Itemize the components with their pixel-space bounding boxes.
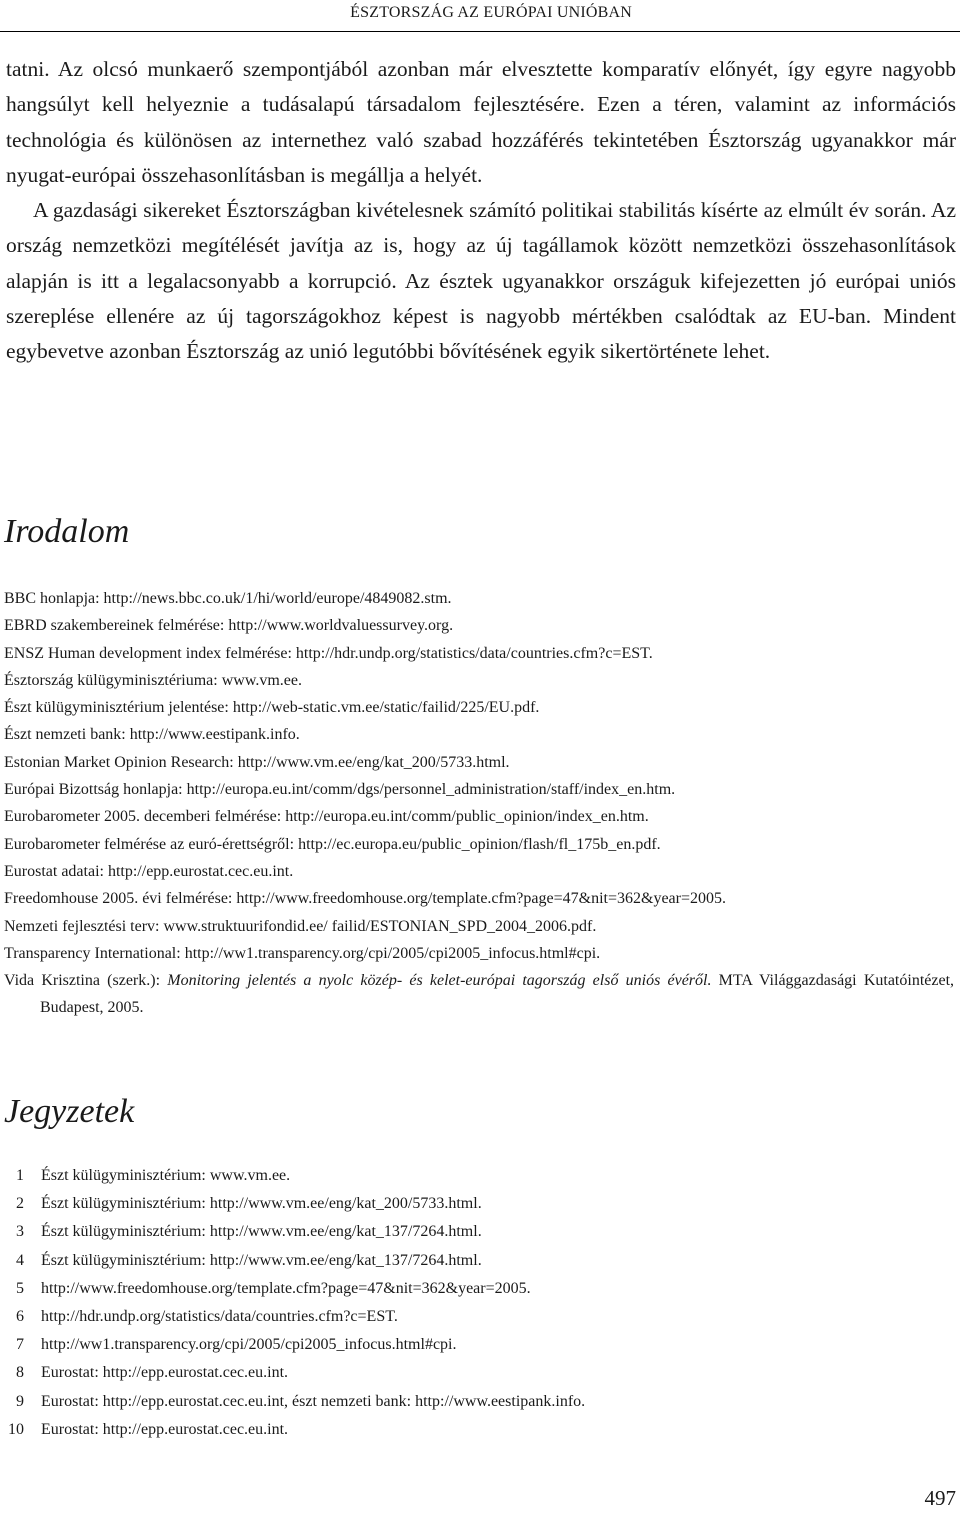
note-number: 4: [16, 1251, 24, 1269]
note-item: [0, 1190, 950, 1218]
reference-item: BBC honlapja: http://news.bbc.co.uk/1/hi/world/europe/4849082.stm.: [4, 590, 452, 607]
note-item: [0, 1275, 950, 1303]
note-item: [0, 1388, 950, 1416]
references-heading: Irodalom: [4, 513, 130, 550]
reference-title: Monitoring jelentés a nyolc közép- és kelet-európai tagország első uniós évéről.: [167, 972, 712, 990]
reference-item: Estonian Market Opinion Research: http://www.vm.ee/eng/kat_200/5733.html.: [4, 753, 510, 771]
reference-author: Vida Krisztina (szerk.):: [4, 972, 168, 990]
note-number: 6: [16, 1308, 24, 1326]
running-title: ÉSZTORSZÁG AZ EURÓPAI UNIÓBAN: [350, 4, 632, 21]
note-number: 1: [16, 1167, 24, 1184]
note-text: Észt külügyminisztérium: http://www.vm.ee/eng/kat_200/5733.html.: [41, 1195, 482, 1213]
note-item: [0, 1359, 950, 1387]
reference-item: Freedomhouse 2005. évi felmérése: http://www.freedomhouse.org/template.cfm?page=47&nit=362&year=2005.: [4, 890, 726, 908]
note-item: [0, 1416, 950, 1444]
reference-publisher: MTA Világgazdasági Kutatóintézet, Budapest, 2005.: [40, 972, 955, 1017]
note-item: [0, 1218, 950, 1246]
note-item: [0, 1162, 950, 1190]
note-text: http://hdr.undp.org/statistics/data/countries.cfm?c=EST.: [41, 1308, 398, 1326]
notes-heading: Jegyzetek: [4, 1093, 135, 1130]
note-number: 7: [16, 1336, 24, 1354]
note-text: Eurostat: http://epp.eurostat.cec.eu.int, észt nemzeti bank: http://www.eestipank.info.: [41, 1392, 586, 1410]
page-number: 497: [924, 1486, 956, 1510]
note-number: 2: [16, 1195, 24, 1213]
note-number: 10: [8, 1420, 24, 1438]
note-text: http://ww1.transparency.org/cpi/2005/cpi2005_infocus.html#cpi.: [41, 1336, 457, 1354]
body-paragraph: tatni. Az olcsó munkaerő szempontjából azonban már elvesztette komparatív előnyét, így egyre nagyobb hangsúlyt kell helyeznie a tudásalapú társadalom fejlesztésére. Ezen a téren, valamint az információs technológia és különösen az internethez való szabad hozzáférés tekintetében Észtország ugyanakkor már nyugat-európai összehasonlításban is megállja a helyét.: [6, 57, 956, 187]
note-text: http://www.freedomhouse.org/template.cfm?page=47&nit=362&year=2005.: [41, 1279, 531, 1297]
note-number: 3: [16, 1223, 24, 1241]
note-number: 9: [16, 1392, 24, 1410]
note-item: [0, 1331, 950, 1359]
reference-item: Eurobarometer 2005. decemberi felmérése: http://europa.eu.int/comm/public_opinion/index_en.htm.: [4, 808, 649, 826]
reference-item: Észtország külügyminisztériuma: www.vm.ee.: [4, 671, 302, 689]
reference-item: Nemzeti fejlesztési terv: www.struktuurifondid.ee/ failid/ESTONIAN_SPD_2004_2006.pdf.: [4, 917, 597, 935]
note-text: Észt külügyminisztérium: http://www.vm.ee/eng/kat_137/7264.html.: [41, 1223, 482, 1241]
reference-item: Európai Bizottság honlapja: http://europa.eu.int/comm/dgs/personnel_administration/staff/index_en.htm.: [4, 781, 676, 799]
note-number: 8: [16, 1364, 24, 1382]
note-text: Eurostat: http://epp.eurostat.cec.eu.int.: [41, 1364, 289, 1382]
note-number: 5: [16, 1279, 24, 1297]
reference-item: EBRD szakembereinek felmérése: http://www.worldvaluessurvey.org.: [4, 617, 454, 635]
reference-item: Transparency International: http://ww1.transparency.org/cpi/2005/cpi2005_infocus.html#cpi.: [4, 944, 601, 962]
note-text: Eurostat: http://epp.eurostat.cec.eu.int.: [41, 1420, 289, 1438]
note-item: [0, 1247, 950, 1275]
reference-item: Észt külügyminisztérium jelentése: http://web-static.vm.ee/static/failid/225/EU.pdf.: [4, 699, 540, 717]
body-paragraph: A gazdasági sikereket Észtországban kivételesnek számító politikai stabilitás kísérte az elmúlt év során. Az ország nemzetközi megítélését javítja az is, hogy az új tagállamok között nemzetközi összehasonlítások alapján is itt a legalacsonyabb a korrupció. Az észtek ugyanakkor országuk kifejezetten jó európai uniós szereplése ellenére az új tagországokhoz képest is nagyobb mértékben csalódtak az EU-ban. Mindent egybevetve azonban Észtország az unió legutóbbi bővítésének egyik sikertörténete lehet.: [6, 198, 956, 364]
note-item: [0, 1303, 950, 1331]
reference-item: [4, 967, 954, 1022]
reference-item: ENSZ Human development index felmérése: http://hdr.undp.org/statistics/data/countries.cfm?c=EST.: [4, 644, 653, 662]
references-list: [4, 585, 954, 1022]
reference-item: Eurobarometer felmérése az euró-érettségről: http://ec.europa.eu/public_opinion/flash/fl_175b_en.pdf.: [4, 835, 661, 853]
note-text: Észt külügyminisztérium: www.vm.ee.: [41, 1167, 291, 1184]
reference-item: Eurostat adatai: http://epp.eurostat.cec.eu.int.: [4, 862, 294, 880]
body-text: [6, 52, 956, 370]
reference-item: Észt nemzeti bank: http://www.eestipank.info.: [4, 726, 300, 744]
running-header: [0, 0, 960, 32]
note-text: Észt külügyminisztérium: http://www.vm.ee/eng/kat_137/7264.html.: [41, 1251, 482, 1269]
notes-list: [0, 1162, 950, 1444]
